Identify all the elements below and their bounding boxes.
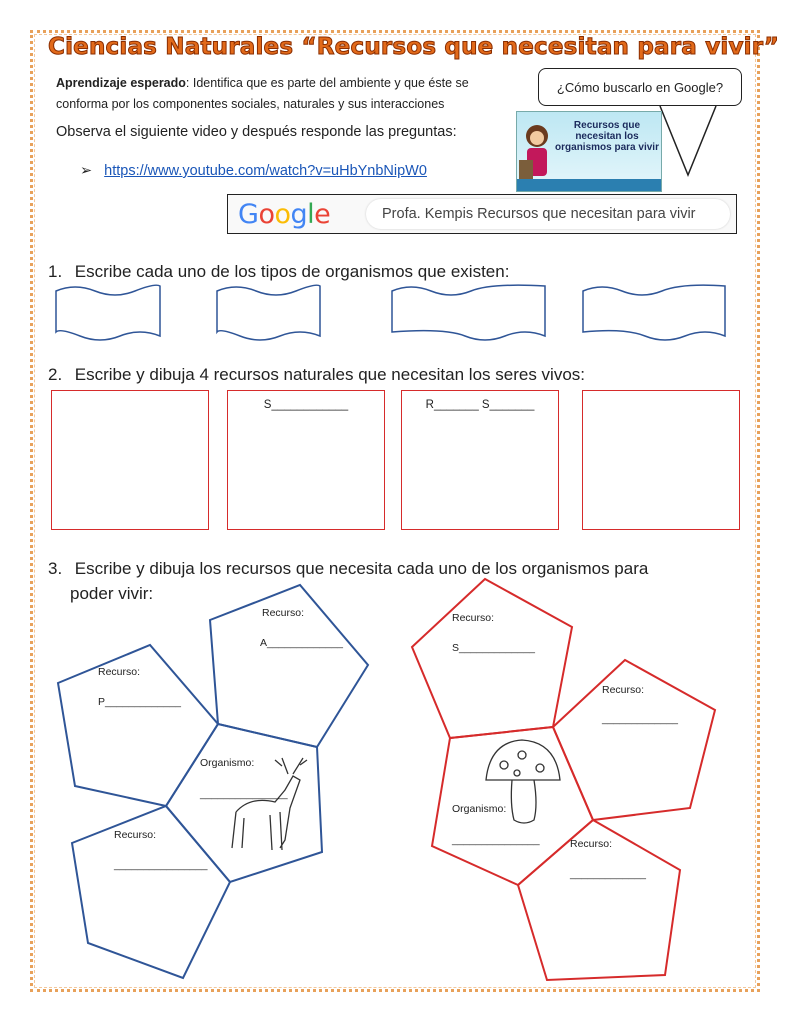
question-2-text: Escribe y dibuja 4 recursos naturales que necesitan los seres vivos: bbox=[74, 365, 585, 384]
question-1-text: Escribe cada uno de los tipos de organismos que existen: bbox=[74, 262, 510, 281]
red-right-hint[interactable]: _____________ bbox=[602, 713, 678, 725]
question-1-number: 1. bbox=[48, 262, 63, 281]
question-2-number: 2. bbox=[48, 365, 63, 384]
blue-center-label: Organismo: bbox=[200, 757, 255, 769]
blue-center-hint[interactable]: _______________ bbox=[200, 788, 288, 800]
blue-top-label: Recurso: bbox=[262, 607, 305, 619]
thumbnail-title: Recursos que necesitan los organismos para vivir bbox=[555, 120, 659, 153]
blue-top-hint[interactable]: A_____________ bbox=[260, 637, 343, 649]
deer-icon bbox=[232, 758, 307, 850]
question-3-number: 3. bbox=[48, 559, 63, 578]
google-logo-letter: o bbox=[274, 199, 291, 230]
learning-objective-label: Aprendizaje esperado bbox=[56, 76, 186, 90]
red-pentagon-top bbox=[412, 579, 572, 738]
blue-bottom-hint[interactable]: ________________ bbox=[114, 859, 208, 871]
arrow-bullet-icon: ➢ bbox=[80, 163, 93, 179]
google-logo-letter: l bbox=[307, 199, 315, 230]
question-3-text-line1: Escribe y dibuja los recursos que necesita cada uno de los organismos para bbox=[74, 559, 649, 578]
page-title: Ciencias Naturales “Recursos que necesitan para vivir” bbox=[48, 34, 780, 60]
red-diagram bbox=[412, 579, 715, 980]
blue-left-hint[interactable]: P_____________ bbox=[98, 696, 181, 708]
resource-box-3-hint: R_______ S_______ bbox=[425, 399, 535, 411]
speech-bubble: ¿Cómo buscarlo en Google? bbox=[538, 68, 742, 106]
google-logo-letter: G bbox=[238, 199, 259, 230]
blue-bottom-label: Recurso: bbox=[114, 829, 157, 841]
video-link[interactable]: https://www.youtube.com/watch?v=uHbYnbNipW0 bbox=[104, 163, 427, 179]
red-top-label: Recurso: bbox=[452, 612, 495, 624]
red-top-hint[interactable]: S_____________ bbox=[452, 642, 535, 654]
resource-box-2-hint: S____________ bbox=[263, 399, 349, 411]
learning-objective-text: : Identifica que es parte del ambiente y que éste se conforma por los componentes sociales, naturales y sus interacciones bbox=[56, 76, 469, 111]
instruction-text: Observa el siguiente video y después responde las preguntas: bbox=[56, 124, 457, 140]
google-logo-letter: o bbox=[258, 199, 275, 230]
google-logo-letter: g bbox=[290, 199, 308, 230]
red-bottom-hint[interactable]: _____________ bbox=[570, 868, 646, 880]
question-3-text-line2: poder vivir: bbox=[70, 584, 154, 603]
google-logo-letter: e bbox=[314, 199, 331, 230]
red-bottom-label: Recurso: bbox=[570, 838, 613, 850]
blue-left-label: Recurso: bbox=[98, 666, 141, 678]
red-center-label: Organismo: bbox=[452, 803, 507, 815]
red-center-hint[interactable]: _______________ bbox=[452, 834, 540, 846]
red-right-label: Recurso: bbox=[602, 684, 645, 696]
search-query[interactable]: Profa. Kempis Recursos que necesitan para vivir bbox=[366, 199, 730, 229]
